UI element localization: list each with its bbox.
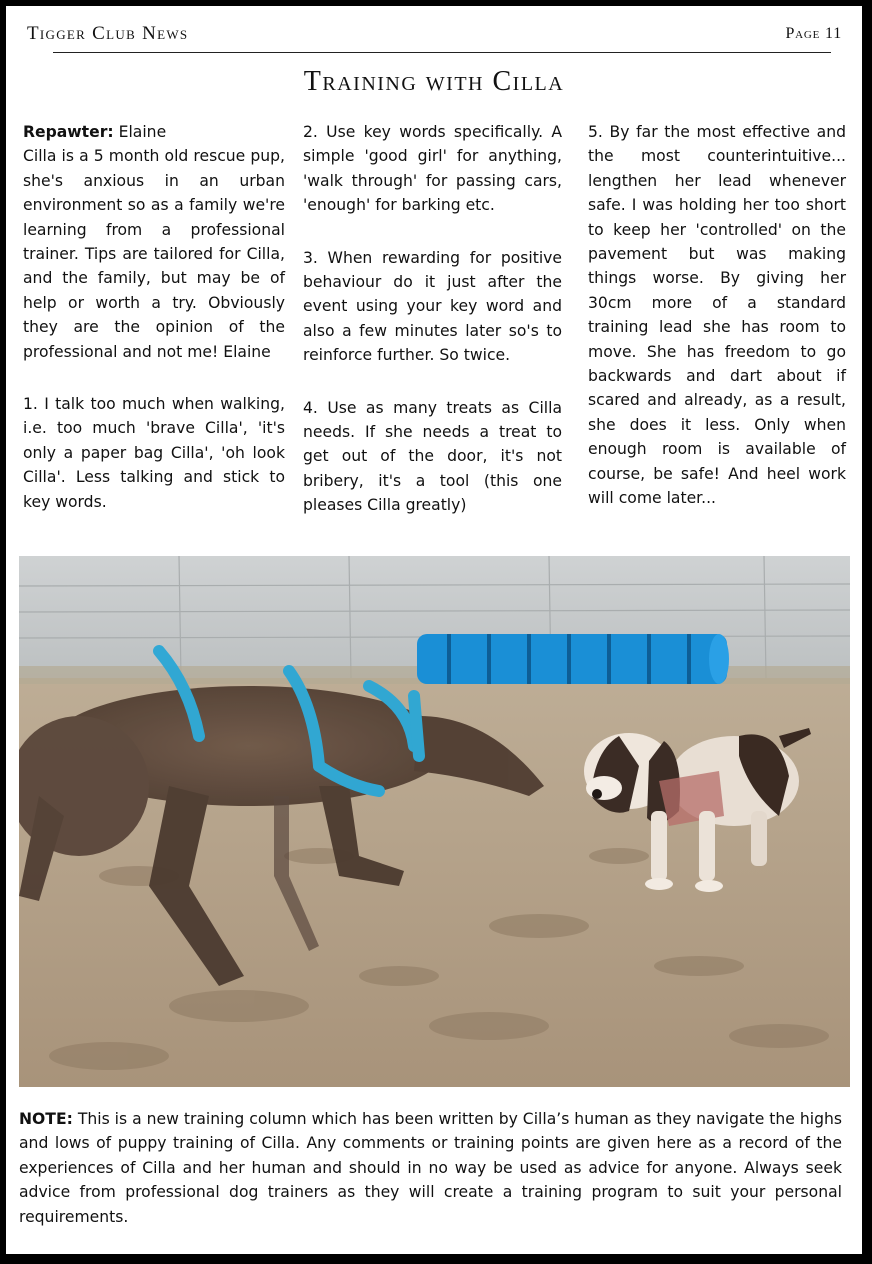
byline-name: Elaine (118, 123, 167, 141)
note-label: NOTE: (19, 1110, 73, 1128)
intro-paragraph: Cilla is a 5 month old rescue pup, she's anxious in an urban environment so as a family we're learning from a professional trainer. Tips are tailored for Cilla, and the family, but may be of help or worth a try. Obviously they are the opinion of the professional and not me! Elaine (23, 147, 285, 361)
tip-3: 3. When rewarding for positive behaviour do it just after the event using your key word and also a few minutes later so's to reinforce further. So twice. (303, 248, 562, 365)
article-title: Training with Cilla (303, 66, 565, 97)
disclaimer-note (19, 1107, 842, 1229)
page-number: Page 11 (785, 25, 842, 42)
tip-4: 4. Use as many treats as Cilla needs. If she needs a treat to get out of the door, it's not bribery, it's a tool (this one pleases Cilla greatly) (303, 398, 562, 515)
header-rule (53, 52, 831, 53)
note-text: This is a new training column which has been written by Cilla’s human as they navigate the highs and lows of puppy training of Cilla. Any comments or training points are given here as a record of the experiences of Cilla and her human and should in no way be used as advice for anyone. Always seek advice from professional dog trainers as they will create a training program to suit your personal requirements. (19, 1110, 842, 1226)
tip-2: 2. Use key words specifically. A simple 'good girl' for anything, 'walk through' for passing cars, 'enough' for barking etc. (303, 123, 562, 215)
byline-label: Repawter: (23, 123, 114, 141)
tip-1: 1. I talk too much when walking, i.e. too much 'brave Cilla', 'it's only a paper bag Cilla', 'oh look Cilla'. Less talking and stick to key words. (23, 395, 285, 511)
dogs-photo (19, 556, 850, 1087)
agility-tunnel (417, 634, 729, 684)
column-1 (23, 120, 285, 542)
byline (23, 120, 285, 144)
dogs-in-arena-image (19, 556, 850, 1087)
tip-5: 5. By far the most effective and the most counterintuitive... lengthen her lead whenever safe. I was holding her too short to keep her 'controlled' on the pavement but was making things worse. By giving her 30cm more of a standard training lead she has room to move. She has freedom to go backwards and dart about if scared and already, as a result, she does it less. Only when enough room is available of course, be safe! And heel work will come later... (588, 123, 846, 508)
column-3 (588, 120, 846, 539)
publication-name: Tigger Club News (27, 23, 189, 44)
newsletter-page (5, 5, 863, 1256)
column-2 (303, 120, 562, 546)
